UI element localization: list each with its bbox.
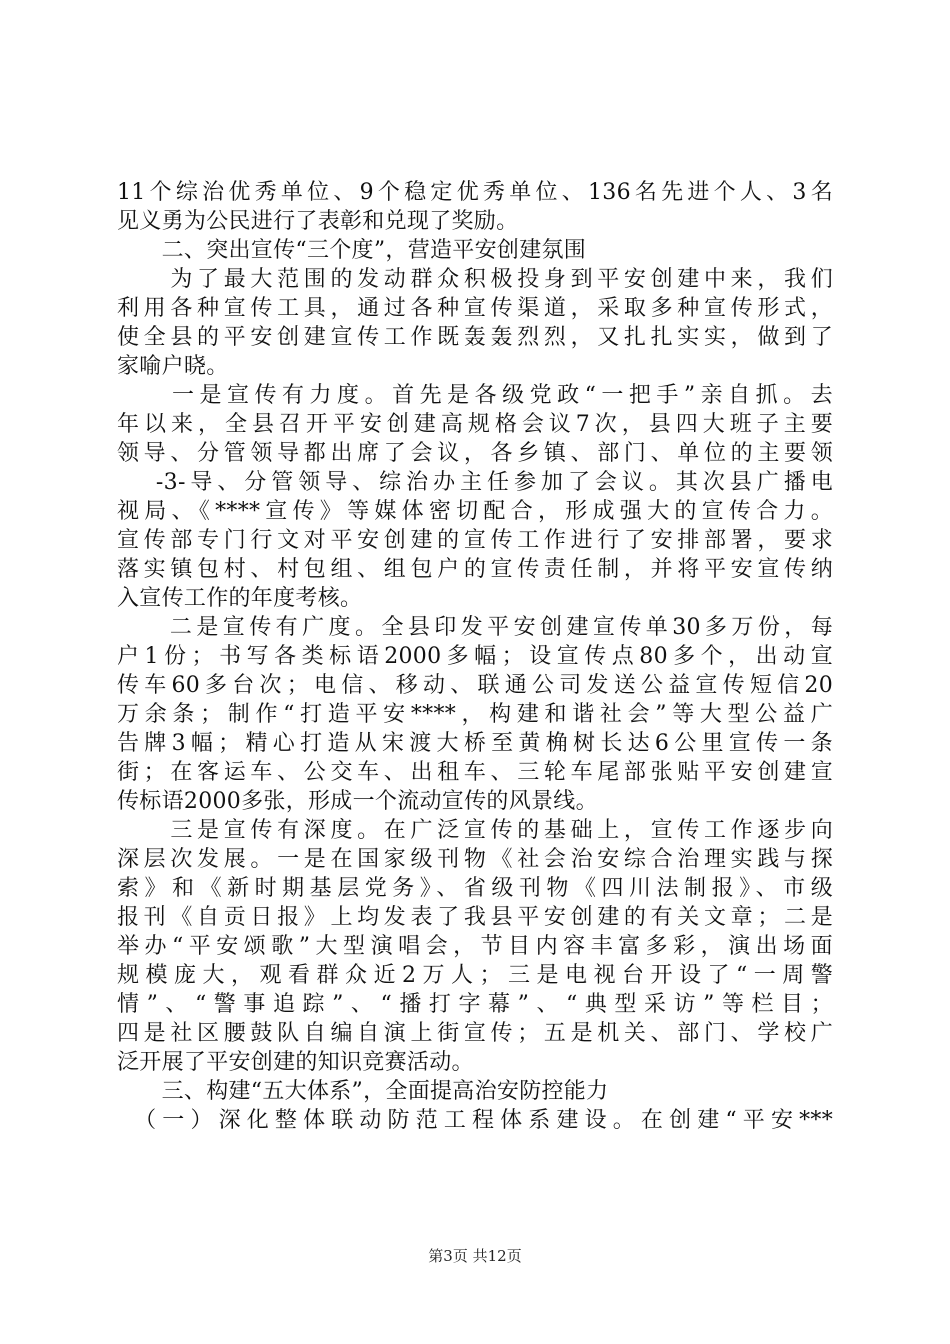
text-line: 一是宣传有力度。首先是各级党政“一把手”亲自抓。去 (117, 383, 833, 408)
text-line: 为了最大范围的发动群众积极投身到平安创建中来，我们 (117, 267, 833, 292)
text-line: 家喻户晓。 (117, 354, 229, 379)
text-line: 万余条；制作“打造平安****，构建和谐社会”等大型公益广 (117, 702, 833, 727)
text-line: 泛开展了平安创建的知识竞赛活动。 (117, 1050, 474, 1075)
text-line: 规模庞大，观看群众近2万人；三是电视台开设了“一周警 (117, 963, 833, 988)
text-line: 户1份；书写各类标语2000多幅；设宣传点80多个，出动宣 (117, 644, 833, 669)
text-line: 领导、分管领导都出席了会议，各乡镇、部门、单位的主要领 (117, 441, 833, 466)
text-line: 报刊《自贡日报》上均发表了我县平安创建的有关文章；二是 (117, 905, 833, 930)
document-body (117, 178, 833, 1135)
text-line: 三、构建“五大体系”，全面提高治安防控能力 (117, 1079, 609, 1104)
text-line: 传车60多台次；电信、移动、联通公司发送公益宣传短信20 (117, 673, 833, 698)
text-line: 举办“平安颂歌”大型演唱会，节目内容丰富多彩，演出场面 (117, 934, 833, 959)
text-line: 年以来，全县召开平安创建高规格会议7次，县四大班子主要 (117, 412, 833, 437)
text-line: 索》和《新时期基层党务》、省级刊物《四川法制报》、市级 (117, 876, 833, 901)
text-line: （一）深化整体联动防范工程体系建设。在创建“平安*** (117, 1108, 833, 1133)
text-line: 11个综治优秀单位、9个稳定优秀单位、136名先进个人、3名 (117, 180, 833, 205)
text-line: 宣传部专门行文对平安创建的宣传工作进行了安排部署，要求 (117, 528, 833, 553)
text-line: 落实镇包村、村包组、组包户的宣传责任制，并将平安宣传纳 (117, 557, 833, 582)
text-line: 深层次发展。一是在国家级刊物《社会治安综合治理实践与探 (117, 847, 833, 872)
text-line: 传标语2000多张，形成一个流动宣传的风景线。 (117, 789, 598, 814)
text-line: 四是社区腰鼓队自编自演上街宣传；五是机关、部门、学校广 (117, 1021, 833, 1046)
text-line: 二是宣传有广度。全县印发平安创建宣传单30多万份，每 (117, 615, 833, 640)
text-line: 街；在客运车、公交车、出租车、三轮车尾部张贴平安创建宣 (117, 760, 833, 785)
text-line: -3-导、分管领导、综治办主任参加了会议。其次县广播电 (117, 470, 833, 495)
text-line: 利用各种宣传工具，通过各种宣传渠道，采取多种宣传形式， (117, 296, 833, 321)
text-line: 三是宣传有深度。在广泛宣传的基础上，宣传工作逐步向 (117, 818, 833, 843)
text-line: 二、突出宣传“三个度”，营造平安创建氛围 (117, 238, 587, 263)
page-footer: 第3页 共12页 (428, 1247, 522, 1265)
text-line: 视局、《****宣传》等媒体密切配合，形成强大的宣传合力。 (117, 499, 833, 524)
text-line: 见义勇为公民进行了表彰和兑现了奖励。 (117, 209, 519, 234)
text-line: 情”、“警事追踪”、“播打字幕”、“典型采访”等栏目； (117, 992, 833, 1017)
text-line: 告牌3幅；精心打造从宋渡大桥至黄桷树长达6公里宣传一条 (117, 731, 833, 756)
text-line: 入宣传工作的年度考核。 (117, 586, 363, 611)
text-line: 使全县的平安创建宣传工作既轰轰烈烈，又扎扎实实，做到了 (117, 325, 833, 350)
